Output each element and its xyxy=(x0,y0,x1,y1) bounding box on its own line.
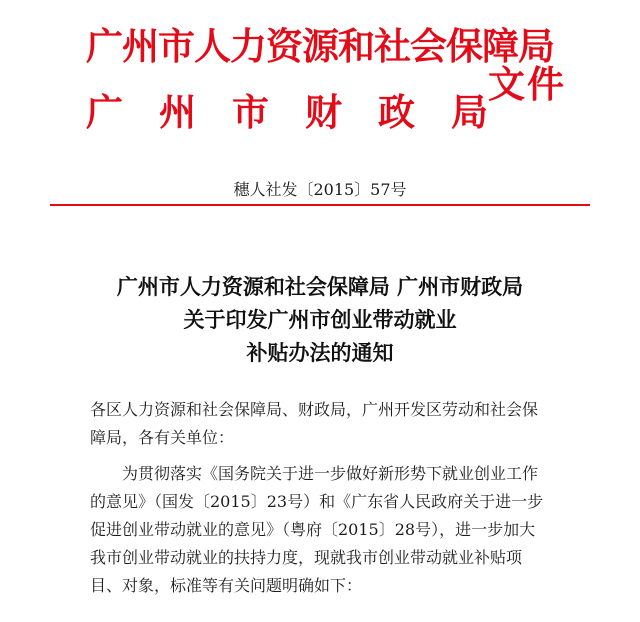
notice-title xyxy=(0,270,640,369)
title-line-1: 广州市人力资源和社会保障局 广州市财政局 xyxy=(116,274,524,299)
title-line-3: 补贴办法的通知 xyxy=(246,340,394,365)
salutation-line-1: 各区人力资源和社会保障局、财政局，广州开发区劳动和社会保 xyxy=(90,400,539,419)
paragraph-line-4: 我市创业带动就业的扶持力度，现就我市创业带动就业补贴项 xyxy=(90,548,523,567)
title-line-2: 关于印发广州市创业带动就业 xyxy=(183,307,457,332)
paragraph-line-3: 促进创业带动就业的意见》（粤府〔2015〕28号），进一步加大 xyxy=(90,520,536,539)
document-number: 穗人社发〔2015〕57号 xyxy=(233,180,407,199)
paragraph-line-1: 为贯彻落实《国务院关于进一步做好新形势下就业创业工作 xyxy=(122,464,539,483)
notice-body xyxy=(90,396,552,600)
document-header xyxy=(0,0,640,150)
document-label: 文件 xyxy=(488,63,566,106)
salutation-line-2: 障局，各有关单位： xyxy=(90,428,235,447)
paragraph-gap xyxy=(90,452,552,460)
paragraph-line-5: 目、对象，标准等有关问题明确如下： xyxy=(90,576,363,595)
issuer-line-2: 广州市财政局 xyxy=(86,91,524,134)
red-divider xyxy=(50,204,590,206)
paragraph-line-2: 的意见》（国发〔2015〕23号）和《广东省人民政府关于进一步 xyxy=(90,492,544,511)
issuer-line-1: 广州市人力资源和社会保障局 xyxy=(86,25,554,68)
